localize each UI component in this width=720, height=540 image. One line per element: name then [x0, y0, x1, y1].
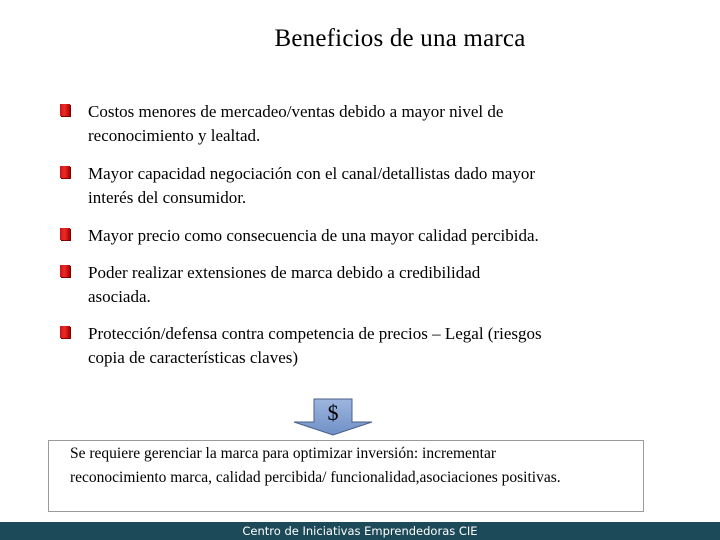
benefit-text-line: Costos menores de mercadeo/ventas debido a mayor nivel de: [88, 102, 504, 121]
benefit-text-line: Poder realizar extensiones de marca debido a credibilidad: [88, 263, 481, 282]
conclusion-line: Se requiere gerenciar la marca para optimizar inversión: incrementar: [70, 445, 497, 462]
slide-title: Beneficios de una marca: [274, 25, 526, 52]
benefit-text-line: Mayor precio como consecuencia de una mayor calidad percibida.: [88, 226, 539, 245]
square-bullet-icon: [60, 228, 70, 240]
benefit-text-line: reconocimiento y lealtad.: [88, 126, 261, 145]
footer-bar: [0, 522, 720, 540]
benefit-text-line: asociada.: [88, 287, 151, 306]
footer-text: Centro de Iniciativas Emprendedoras CIE: [242, 524, 478, 538]
conclusion-text: [70, 442, 690, 490]
benefits-list: [60, 100, 656, 370]
square-bullet-icon: [60, 166, 70, 178]
benefit-item: [60, 261, 656, 309]
square-bullet-icon: [60, 326, 70, 338]
conclusion-line: reconocimiento marca, calidad percibida/ funcionalidad,asociaciones positivas.: [70, 469, 561, 486]
dollar-sign: $: [327, 400, 339, 425]
benefit-text-line: Protección/defensa contra competencia de precios – Legal (riesgos: [88, 324, 542, 343]
benefit-text-line: copia de características claves): [88, 348, 299, 367]
square-bullet-icon: [60, 265, 70, 277]
benefit-text-line: Mayor capacidad negociación con el canal/detallistas dado mayor: [88, 164, 536, 183]
benefit-item: [60, 100, 656, 148]
benefit-item: [60, 224, 656, 248]
benefit-text-line: interés del consumidor.: [88, 188, 247, 207]
benefit-item: [60, 162, 656, 210]
benefit-item: [60, 322, 656, 370]
square-bullet-icon: [60, 104, 70, 116]
down-arrow-icon: [292, 398, 374, 436]
